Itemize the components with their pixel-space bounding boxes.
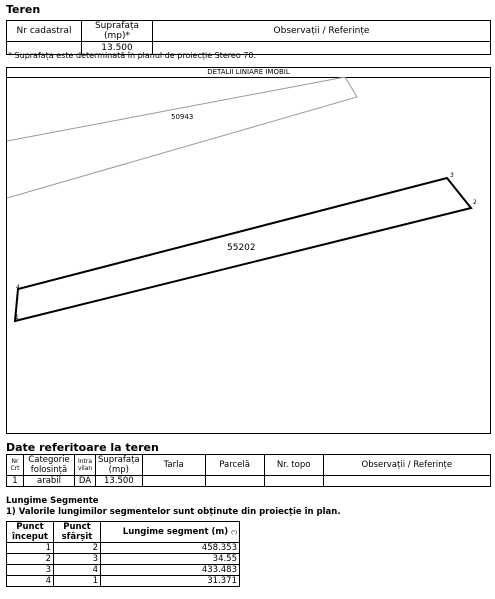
cell-intravilan: DA: [75, 476, 96, 487]
cell-start: 3: [7, 565, 54, 576]
header-observatii: Observații / Referințe: [323, 455, 490, 476]
cell-start: 4: [7, 576, 54, 587]
neighbor-parcel-outline: [7, 77, 345, 141]
cell-length: 34.55: [101, 554, 240, 565]
plan-drawing: [6, 77, 491, 434]
table-row: [7, 476, 491, 487]
table-row: [7, 554, 240, 565]
cell-start: 2: [7, 554, 54, 565]
cell-nr-crt: 1: [7, 476, 24, 487]
header-lungime-note: (¹): [231, 529, 237, 536]
detalii-title: DETALII LINIARE IMOBIL: [6, 67, 491, 78]
table-row: [7, 576, 240, 587]
cell-end: 3: [54, 554, 101, 565]
header-lungime-label: Lungime segment (m): [122, 526, 229, 537]
teren-table: [6, 20, 491, 55]
header-suprafata: Suprafața (mp)*: [82, 21, 153, 42]
neighbor-parcel-label: 50943: [171, 113, 194, 121]
header-punct-sfarsit: Punct sfârșit: [54, 522, 101, 543]
teren-title: Teren: [6, 3, 41, 16]
header-nr-cadastral: Nr cadastral: [7, 21, 82, 42]
cell-suprafata: 13.500: [96, 476, 143, 487]
header-suprafata: Suprafața (mp): [96, 455, 143, 476]
header-parcela: Parcelă: [205, 455, 264, 476]
cell-parcela: [205, 476, 264, 487]
cell-end: 1: [54, 576, 101, 587]
cell-length: 458.353: [101, 543, 240, 554]
point-label-4: 4: [16, 284, 20, 291]
plan-svg: [7, 77, 490, 433]
point-label-1: 1: [15, 314, 19, 321]
header-categorie: Categorie folosință: [24, 455, 75, 476]
header-observatii: Observații / Referințe: [153, 21, 491, 42]
table-header-row: [7, 21, 491, 42]
cell-length: 31.371: [101, 576, 240, 587]
lungime-note: 1) Valorile lungimilor segmentelor sunt obținute din proiecție în plan.: [6, 507, 341, 517]
header-punct-inceput: Punct început: [7, 522, 54, 543]
cell-length: 433.483: [101, 565, 240, 576]
cell-categorie: arabil: [24, 476, 75, 487]
table-header-row: [7, 455, 491, 476]
point-label-3: 3: [450, 172, 454, 179]
date-table: [6, 454, 491, 487]
neighbor-parcel-outline-lower: [7, 77, 357, 198]
header-nr-crt: Nr Crt: [7, 455, 24, 476]
segment-table: [6, 521, 240, 587]
parcel-label: 55202: [227, 243, 256, 253]
footnote: * Suprafața este determinată în planul de proiecție Stereo 70.: [8, 51, 257, 60]
cell-start: 1: [7, 543, 54, 554]
header-tarla: Tarla: [142, 455, 205, 476]
header-nr-topo: Nr. topo: [264, 455, 323, 476]
header-lungime: [101, 522, 240, 543]
point-label-2: 2: [473, 199, 477, 206]
cell-observatii: [323, 476, 490, 487]
cell-end: 2: [54, 543, 101, 554]
header-intravilan: Intra vilan: [75, 455, 96, 476]
date-title: Date referitoare la teren: [6, 441, 159, 454]
cell-suprafata: 13.500: [82, 42, 153, 55]
cell-end: 4: [54, 565, 101, 576]
table-header-row: [7, 522, 240, 543]
lungime-title: Lungime Segmente: [6, 496, 99, 506]
cell-tarla: [142, 476, 205, 487]
table-row: [7, 543, 240, 554]
table-row: [7, 565, 240, 576]
cell-nr-topo: [264, 476, 323, 487]
